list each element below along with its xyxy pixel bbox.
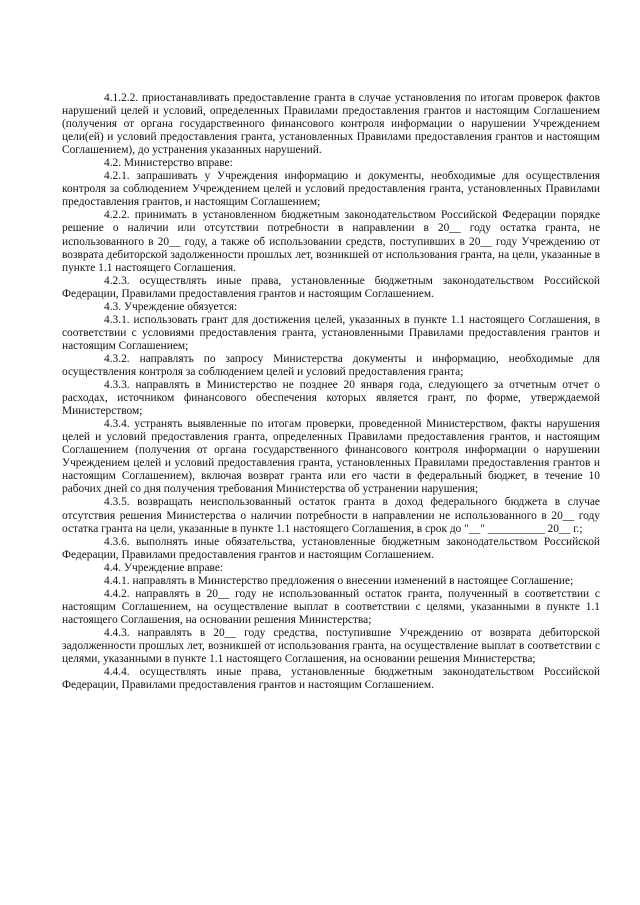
paragraph-4-2-2: 4.2.2. принимать в установленном бюджетным законодательством Российской Федерации порядке решение о наличии или отсутствии потребности в направлении в 20__ году остатка гранта, не использованного в 20__ году, а также об использовании средств, поступивших в 20__ году Учреждению от возврата дебиторской задолженности прошлых лет, возникшей от использования гранта, на цели, указанные в пункте 1.1 настоящего Соглашения. <box>62 209 600 274</box>
paragraph-4-4-3: 4.4.3. направлять в 20__ году средства, поступившие Учреждению от возврата дебиторской задолженности прошлых лет, возникшей от использования гранта, на осуществление выплат в соответствии с целями, указанными в пункте 1.1 настоящего Соглашения, на основании решения Министерства; <box>62 626 600 666</box>
paragraph-4-4: 4.4. Учреждение вправе: <box>104 561 224 574</box>
paragraph-4-1-2-2: 4.1.2.2. приостанавливать предоставление гранта в случае установления по итогам проверок фактов нарушений целей и условий, определенных Правилами предоставления грантов и настоящим Соглашением (получения от органа государственного финансового контроля информации о нарушении Учреждением цели(ей) и условий предоставления гранта, установленных Правилами предоставления грантов и настоящим Соглашением), до устранения указанных нарушений. <box>62 92 600 157</box>
paragraph-4-3-5: 4.3.5. возвращать неиспользованный остаток гранта в доход федерального бюджета в случае отсутствия решения Министерства о наличии потребности в направлении не использованного в 20__ году остатка гранта на цели, указанные в пункте 1.1 настоящего Соглашения, в срок до "__" __________ 20__ г.; <box>62 496 600 535</box>
paragraph-4-3: 4.3. Учреждение обязуется: <box>104 300 238 313</box>
paragraph-4-4-2: 4.4.2. направлять в 20__ году не использованный остаток гранта, полученный в соответствии с настоящим Соглашением, на осуществление выплат в соответствии с целями, указанными в пункте 1.1 настоящего Соглашения, на основании решения Министерства; <box>62 587 600 626</box>
paragraph-4-3-1: 4.3.1. использовать грант для достижения целей, указанных в пункте 1.1 настоящего Соглашения, в соответствии с условиями предоставления гранта, установленными Правилами предоставления грантов и настоящим Соглашением; <box>62 313 600 352</box>
paragraph-4-2-1: 4.2.1. запрашивать у Учреждения информацию и документы, необходимые для осуществления контроля за соблюдением Учреждением целей и условий предоставления гранта, установленных Правилами предоставления грантов, и настоящим Соглашением; <box>62 170 600 209</box>
paragraph-4-4-1: 4.4.1. направлять в Министерство предложения о внесении изменений в настоящее Соглашение; <box>104 574 574 587</box>
paragraph-4-2-3: 4.2.3. осуществлять иные права, установленные бюджетным законодательством Российской Федерации, Правилами предоставления грантов и настоящим Соглашением. <box>62 274 600 300</box>
paragraph-4-3-2: 4.3.2. направлять по запросу Министерства документы и информацию, необходимые для осуществления контроля за соблюдением целей и условий предоставления гранта; <box>62 352 600 378</box>
paragraph-4-4-4: 4.4.4. осуществлять иные права, установленные бюджетным законодательством Российской Федерации, Правилами предоставления грантов и настоящим Соглашением. <box>62 666 600 692</box>
paragraph-4-3-3: 4.3.3. направлять в Министерство не позднее 20 января года, следующего за отчетным отчет о расходах, источником финансового обеспечения которых является грант, по форме, утверждаемой Министерством; <box>62 379 600 418</box>
paragraph-4-3-4: 4.3.4. устранять выявленные по итогам проверки, проведенной Министерством, факты нарушения целей и условий предоставления гранта, определенных Правилами предоставления грантов, и настоящим Соглашением (получения от органа государственного финансового контроля информации о нарушении Учреждением целей и условий предоставления гранта, установленных Правилами предоставления грантов и настоящим Соглашением), включая возврат гранта или его части в федеральный бюджет, в течение 10 рабочих дней со дня получения требования Министерства об устранении нарушения; <box>62 418 600 496</box>
paragraph-4-3-6: 4.3.6. выполнять иные обязательства, установленные бюджетным законодательством Российской Федерации, Правилами предоставления грантов и настоящим Соглашением. <box>62 535 600 561</box>
paragraph-4-2: 4.2. Министерство вправе: <box>104 157 233 170</box>
